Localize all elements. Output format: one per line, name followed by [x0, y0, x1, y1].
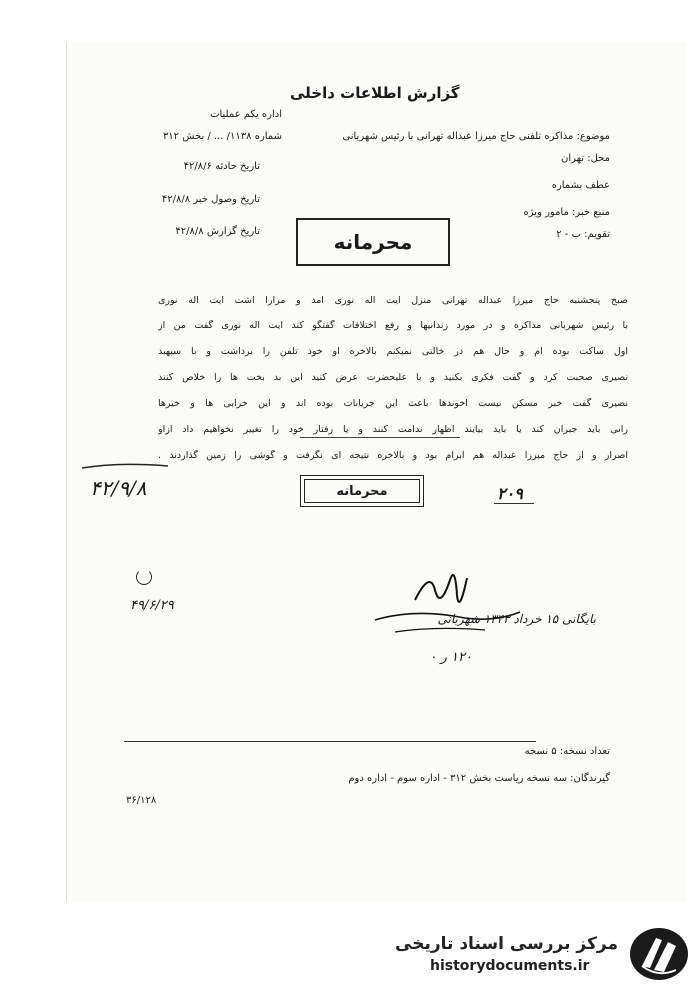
- handwritten-date: ۴۲/۹/۸: [90, 476, 147, 500]
- evaluation-line: تقویم: ب - ۲: [556, 229, 610, 240]
- incident-date-line: تاریخ حادثه ۴۲/۸/۶: [183, 161, 260, 172]
- circle-mark: [136, 569, 152, 585]
- body-line: رانی باید جبران کند یا باید بیایند اظهار ندامت کنند و یا رفتار خود را تغییر نخواهیم داد ازاو: [158, 424, 628, 435]
- subject-line: موضوع: مذاکره تلفنی حاج میرزا عبداله تهرانی با رئیس شهربانی: [342, 131, 610, 142]
- following-number-line: عطف بشماره: [551, 180, 610, 191]
- body-line: با رئیس شهربانی مذاکره و در مورد زندانیها و رفع اختلافات گفتگو کند آیت اله نوری گفت من از: [158, 320, 628, 331]
- confidential-stamp-top-text: محرمانه: [333, 230, 413, 254]
- code-underline: [494, 503, 534, 504]
- margin-number: ۴۹/۶/۲۹: [130, 598, 174, 613]
- body-line: صبح پنجشنبه حاج میرزا عبداله تهرانی منزل آیت اله نوری آمد و مرارا اشت آیت اله نوری: [158, 295, 628, 306]
- copies-line: تعداد نسخه: ۵ نسخه: [524, 746, 610, 757]
- recipients-line: گیرندگان: سه نسخه ریاست بخش ۳۱۲ - اداره سوم - اداره دوم: [348, 773, 610, 784]
- signature-note: بایگانی ۱۵ خرداد ۱۳۴۳ شهربانی: [437, 612, 596, 626]
- document-number: ۳۶/۱۲۸: [126, 795, 157, 806]
- location-line: محل: تهران: [561, 153, 610, 164]
- reference-code: ۱۲۰ ر ۰: [429, 650, 472, 665]
- body-line: نصیری صحبت کرد و گفت فکری بکنید و با علیحضرت عرض کنید این بد بخت ها را خلاص کنند: [158, 372, 628, 383]
- brand-name: مرکز بررسی اسناد تاریخی: [395, 934, 618, 954]
- signature: [355, 560, 535, 640]
- news-receipt-date-line: تاریخ وصول خبر ۴۲/۸/۸: [161, 194, 260, 205]
- confidential-stamp-bottom-text: محرمانه: [336, 483, 388, 499]
- body-line: اصرار و از حاج میرزا عبداله هم ابرام بود و بالاخره نتیجه ای نگرفت و گوشی را زمین گذاردند .: [158, 450, 628, 461]
- report-date-line: تاریخ گزارش ۴۲/۸/۸: [175, 226, 260, 237]
- department-line: اداره یکم عملیات: [210, 109, 282, 120]
- brand-url[interactable]: historydocuments.ir: [430, 958, 590, 974]
- number-line: شماره ۱۱۳۸/ ... / بخش ۳۱۲: [162, 131, 282, 142]
- handwritten-underline: [300, 437, 460, 438]
- news-source-line: منبع خبر: مامور ویژه: [523, 207, 610, 218]
- footer-separator: [124, 741, 536, 742]
- body-line: نصیری گفت خبر مسکن نیست آخوندها باعث این جریانات بوده اند و این خرابی ها و خیرها: [158, 398, 628, 409]
- confidential-stamp-top: [296, 218, 450, 266]
- brand-logo-icon: [628, 926, 690, 982]
- handwritten-code: ۲۰۹: [497, 484, 523, 503]
- report-title: گزارش اطلاعات داخلی: [290, 84, 460, 102]
- confidential-stamp-bottom: [300, 475, 424, 507]
- body-line: اول ساکت بوده ام و حال هم در خالتی نمیکنم بالاخره او خود تلفن را برداشت و با سپهبد: [158, 346, 628, 357]
